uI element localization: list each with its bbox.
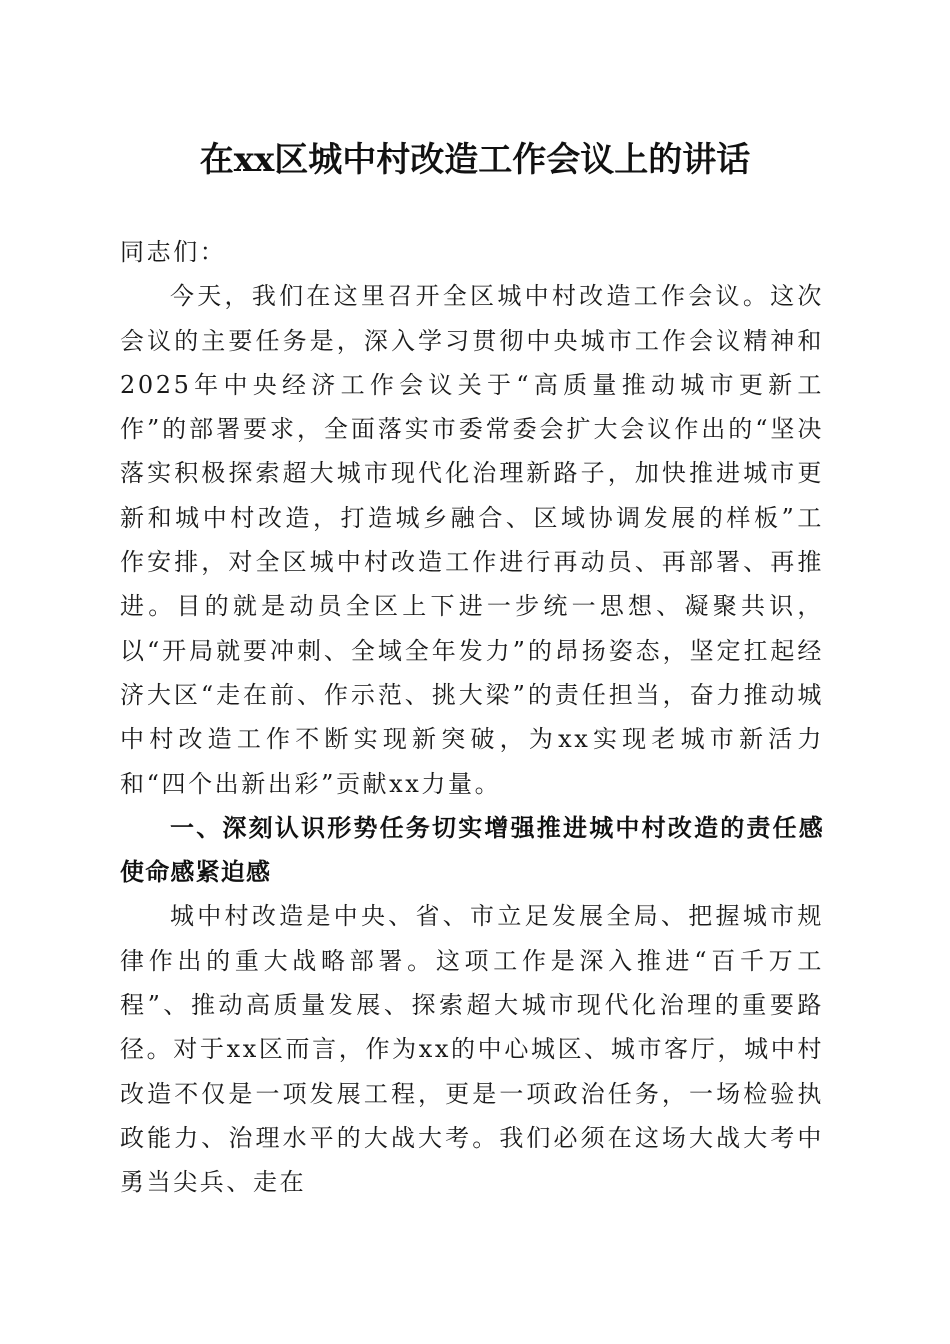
section-heading: 一、深刻认识形势任务切实增强推进城中村改造的责任感使命感紧迫感 bbox=[120, 813, 824, 887]
intro-paragraph: 今天，我们在这里召开全区城中村改造工作会议。这次会议的主要任务是，深入学习贯彻中央城市工作会议精神和2025年中央经济工作会议关于“高质量推动城市更新工作”的部署要求，全面落实市委常委会扩大会议作出的“坚决落实积极探索超大城市现代化治理新路子，加快推进城市更新和城中村改造，打造城乡融合、区域协调发展的样板”工作安排，对全区城中村改造工作进行再动员、再部署、再推进。目的就是动员全区上下进一步统一思想、凝聚共识，以“开局就要冲刺、全域全年发力”的昂扬姿态，坚定扛起经济大区“走在前、作示范、挑大梁”的责任担当，奋力推动城中村改造工作不断实现新突破，为xx实现老城市新活力和“四个出新出彩”贡献xx力量。 bbox=[120, 282, 824, 798]
section-paragraph: 城中村改造是中央、省、市立足发展全局、把握城市规律作出的重大战略部署。这项工作是深入推进“百千万工程”、推动高质量发展、探索超大城市现代化治理的重要路径。对于xx区而言，作为xx的中心城区、城市客厅，城中村改造不仅是一项发展工程，更是一项政治任务，一场检验执政能力、治理水平的大战大考。我们必须在这场大战大考中勇当尖兵、走在 bbox=[120, 902, 824, 1197]
document-title: 在xx区城中村改造工作会议上的讲话 bbox=[199, 140, 751, 180]
document-body bbox=[120, 230, 824, 1205]
salutation: 同志们： bbox=[120, 238, 227, 266]
